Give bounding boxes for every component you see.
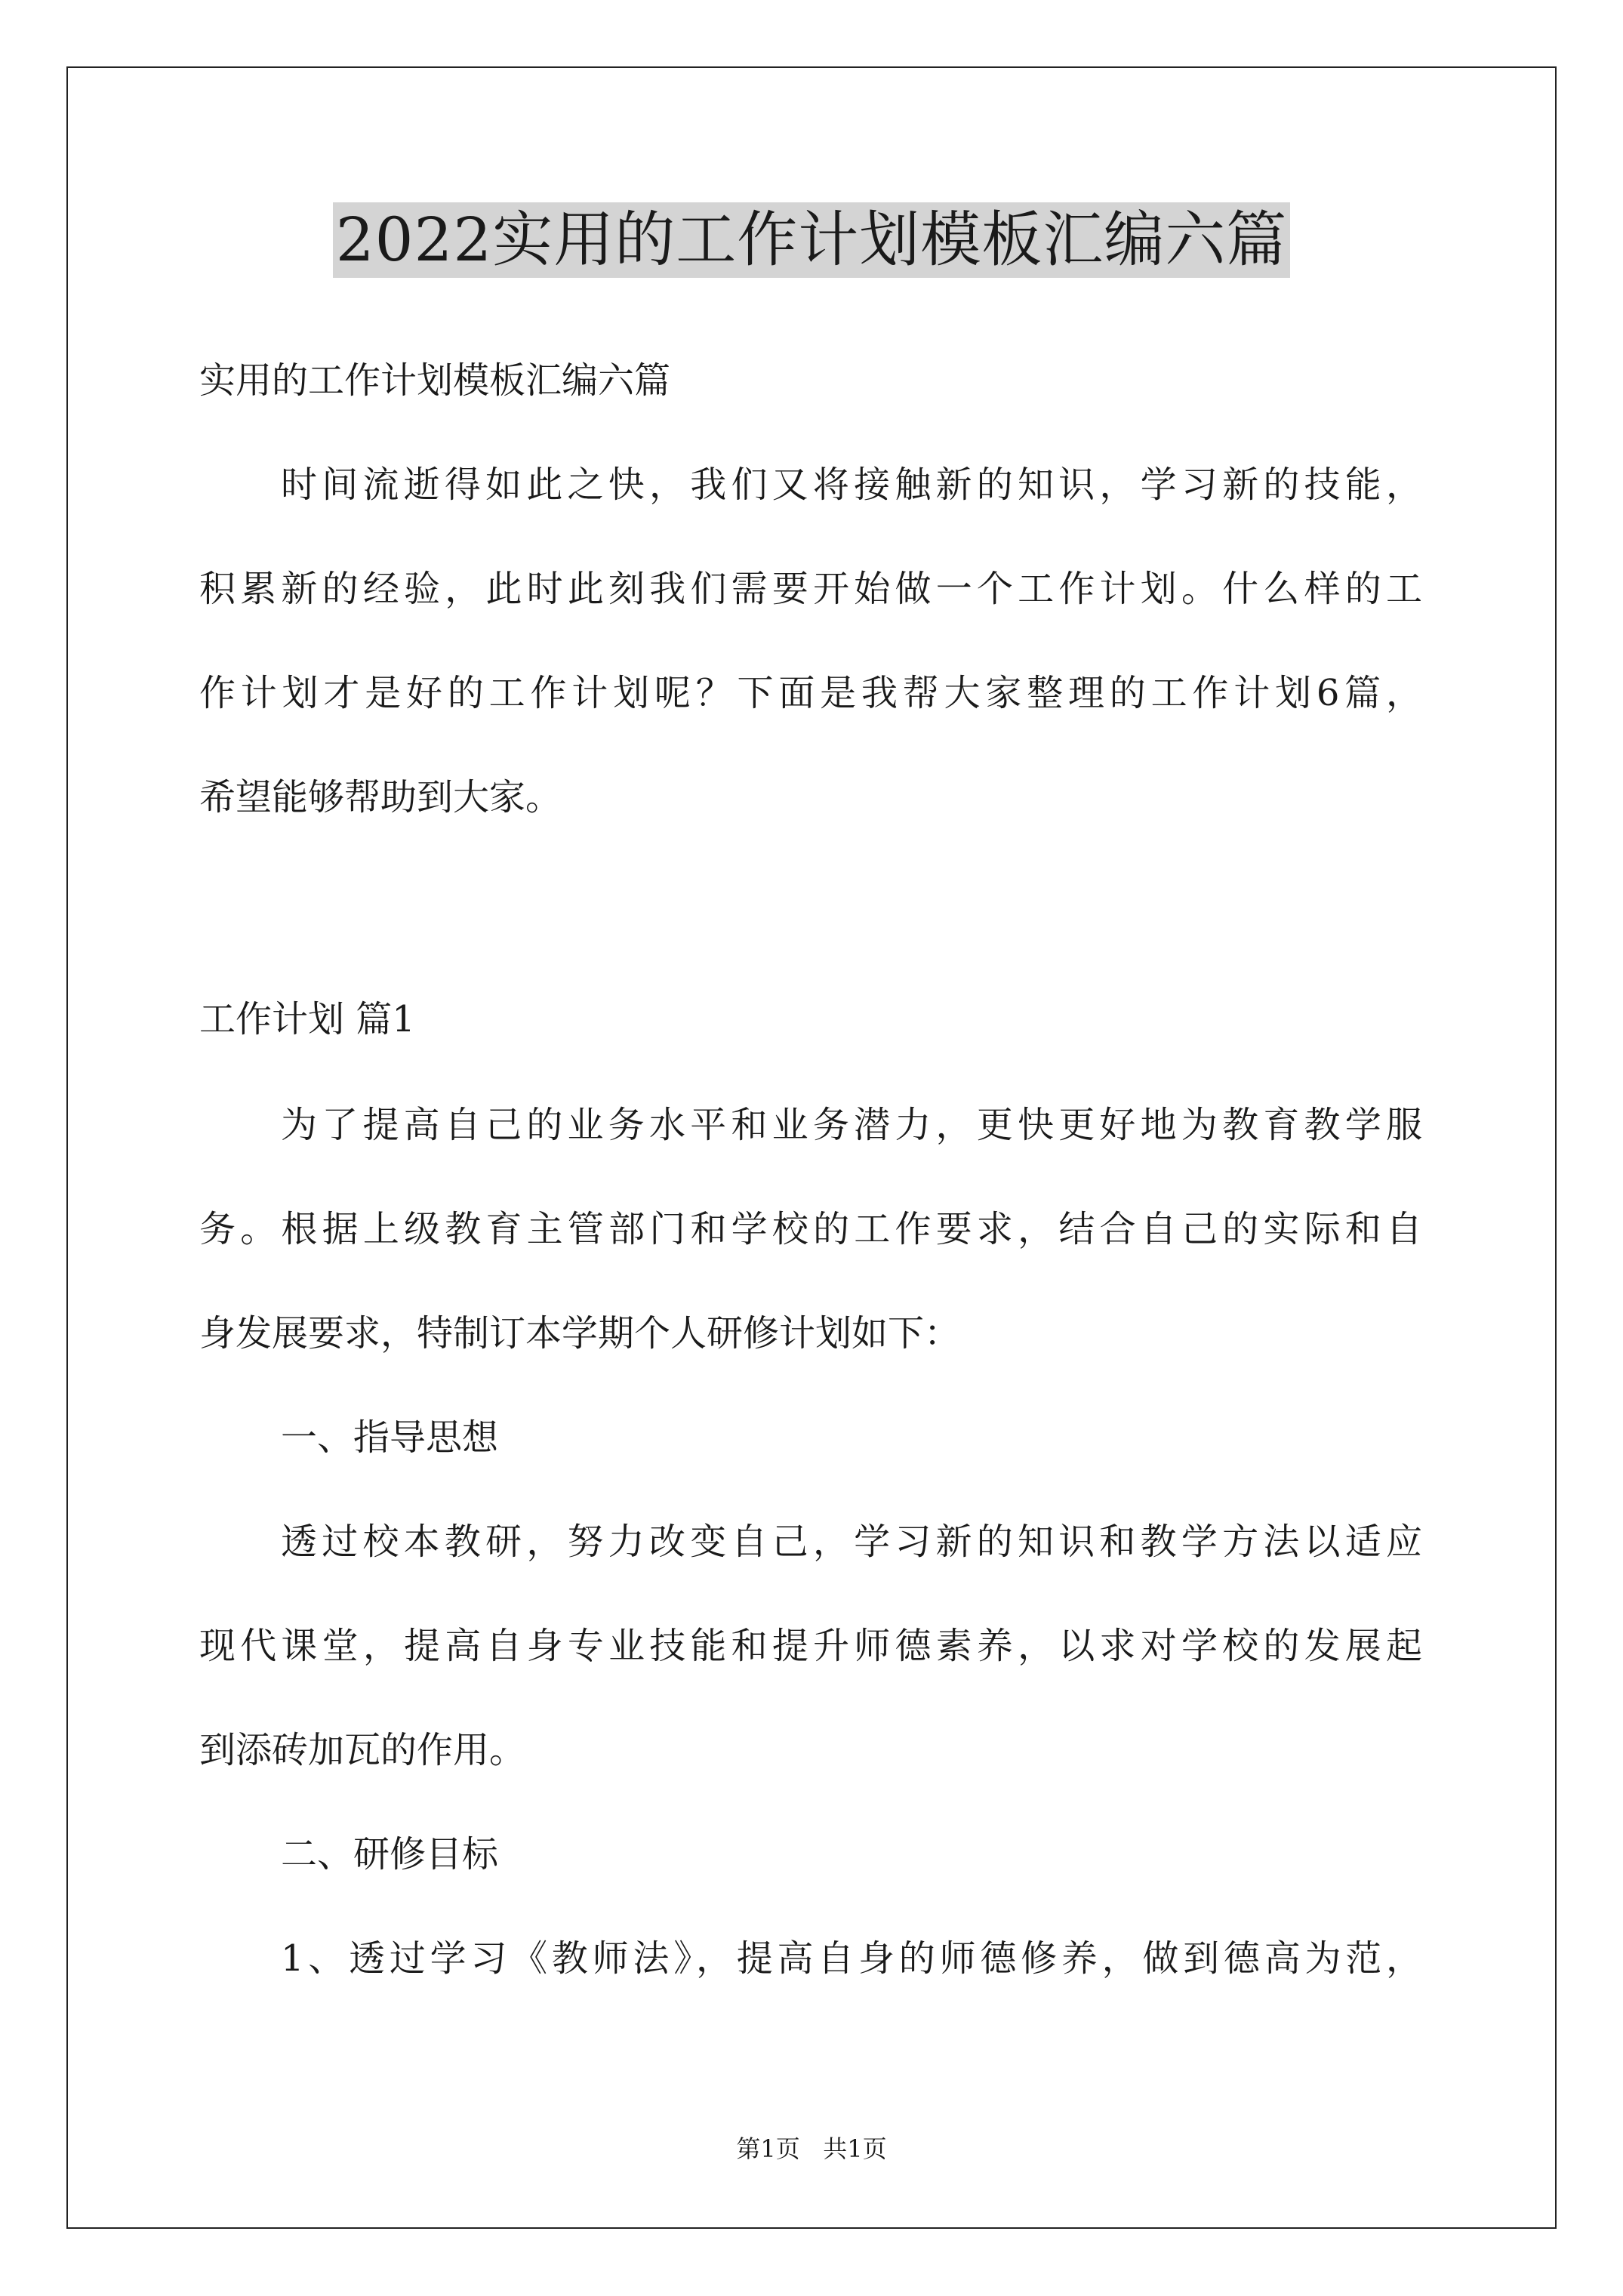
intro-line-1: 时间流逝得如此之快，我们又将接触新的知识，学习新的技能， — [281, 464, 1422, 506]
para1-line-1: 为了提高自己的业务水平和业务潜力，更快更好地为教育教学服 — [281, 1104, 1422, 1146]
para2-line-1: 透过校本教研，努力改变自己，学习新的知识和教学方法以适应 — [281, 1521, 1422, 1563]
intro-line-3: 作计划才是好的工作计划呢？下面是我帮大家整理的工作计划6篇， — [199, 672, 1422, 714]
document-title-wrap — [0, 202, 1623, 278]
para2-line-2: 现代课堂，提高自身专业技能和提升师德素养，以求对学校的发展起 — [199, 1625, 1422, 1667]
intro-line-2: 积累新的经验，此时此刻我们需要开始做一个工作计划。什么样的工 — [199, 568, 1422, 610]
document-title: 2022实用的工作计划模板汇编六篇 — [333, 202, 1291, 278]
heading-guiding-ideology: 一、指导思想 — [281, 1416, 499, 1459]
para1-line-3: 身发展要求，特制订本学期个人研修计划如下： — [199, 1312, 961, 1354]
item1-line-1: 1、透过学习《教师法》，提高自身的师德修养，做到德高为范， — [281, 1937, 1422, 1980]
intro-line-4: 希望能够帮助到大家。 — [199, 776, 562, 818]
para1-line-2: 务。根据上级教育主管部门和学校的工作要求，结合自己的实际和自 — [199, 1208, 1422, 1250]
document-subtitle: 实用的工作计划模板汇编六篇 — [199, 359, 671, 402]
page-footer: 第1页 共1页 — [736, 2134, 887, 2163]
para2-line-3: 到添砖加瓦的作用。 — [199, 1729, 526, 1771]
section-heading: 工作计划 篇1 — [199, 998, 415, 1040]
heading-study-goal: 二、研修目标 — [281, 1833, 499, 1875]
